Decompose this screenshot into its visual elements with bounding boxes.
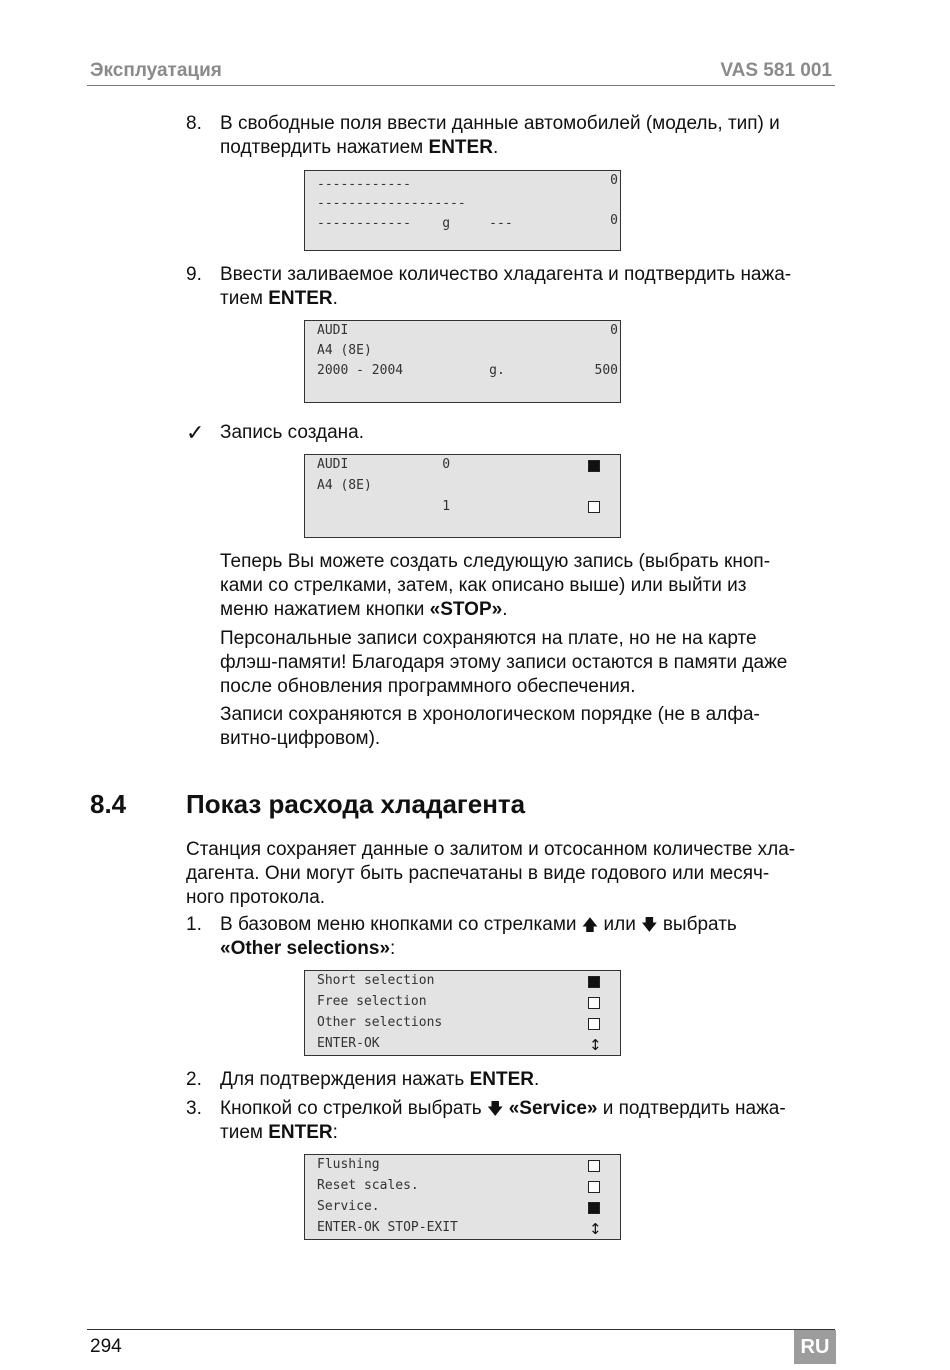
step-2-text: Для подтверждения нажать ENTER. [220, 1069, 540, 1090]
header-divider [87, 85, 835, 86]
step-8-text: В свободные поля ввести данные автомобилей (модель, тип) и подтвердить нажатием ENTER. [220, 113, 780, 158]
up-down-arrow-icon: ↕ [589, 1220, 602, 1238]
empty-square-icon [588, 1181, 600, 1193]
section-intro: Станция сохраняет данные о залитом и отсосанном количестве хла- дагента. Они могут быть распечатаны в виде годового или месяч- ного протокола. [186, 839, 796, 908]
section-title: Показ расхода хладагента [186, 789, 526, 819]
arrow-down-icon: 🡇 [641, 915, 658, 934]
step-1-number: 1. [186, 914, 202, 935]
section-number: 8.4 [90, 789, 127, 819]
paragraph-next-record: Теперь Вы можете создать следующую запись (выбрать кноп- ками со стрелками, затем, как описано выше) или выйти из меню нажатием кнопки «STOP». [220, 551, 771, 620]
result-text: Запись создана. [220, 422, 364, 443]
running-header-model: VAS 581 001 [720, 60, 832, 81]
lcd-vehicle-entry: AUDI 0 A4 (8E) 2000 - 2004 g. 500 [304, 320, 621, 403]
step-9-text: Ввести заливаемое количество хладагента и подтвердить нажа- тием ENTER. [220, 264, 792, 309]
empty-square-icon [588, 1018, 600, 1030]
step-3-number: 3. [186, 1098, 202, 1119]
footer-divider [87, 1329, 835, 1330]
up-down-arrow-icon: ↕ [589, 1036, 602, 1054]
lcd-empty-fields: ------------ 0 ------------------- ------------ g --- 0 [304, 170, 621, 251]
selected-square-icon [588, 1202, 600, 1214]
lcd-service-menu: Flushing Reset scales. Service. ENTER-OK STOP-EXIT ↕ [304, 1154, 621, 1240]
page-number: 294 [90, 1336, 122, 1357]
selected-square-icon [588, 976, 600, 988]
check-icon: ✓ [186, 420, 205, 445]
language-badge: RU [794, 1330, 836, 1364]
empty-square-icon [588, 501, 600, 513]
empty-square-icon [588, 1160, 600, 1172]
arrow-up-icon: 🡅 [581, 915, 599, 934]
step-3-text: Кнопкой со стрелкой выбрать 🡇 «Service» и подтвердить нажа- тием ENTER: [220, 1098, 786, 1143]
running-header-section: Эксплуатация [90, 60, 222, 81]
paragraph-storage: Персональные записи сохраняются на плате, но не на карте флэш-памяти! Благодаря этому записи остаются в памяти даже после обновления программного обеспечения. [220, 628, 788, 697]
empty-square-icon [588, 997, 600, 1009]
lcd-record-created: AUDI 0 A4 (8E) 1 [304, 454, 621, 538]
step-2-number: 2. [186, 1069, 202, 1090]
step-9-number: 9. [186, 264, 202, 285]
step-1-text: В базовом меню кнопками со стрелками 🡅 или 🡇 выбрать «Other selections»: [220, 914, 737, 959]
selected-square-icon [588, 460, 600, 472]
lcd-base-menu: Short selection Free selection Other selections ENTER-OK ↕ [304, 970, 621, 1056]
arrow-down-icon: 🡇 [486, 1099, 504, 1118]
paragraph-order: Записи сохраняются в хронологическом порядке (не в алфа- витно-цифровом). [220, 704, 760, 749]
step-8-number: 8. [186, 113, 202, 134]
